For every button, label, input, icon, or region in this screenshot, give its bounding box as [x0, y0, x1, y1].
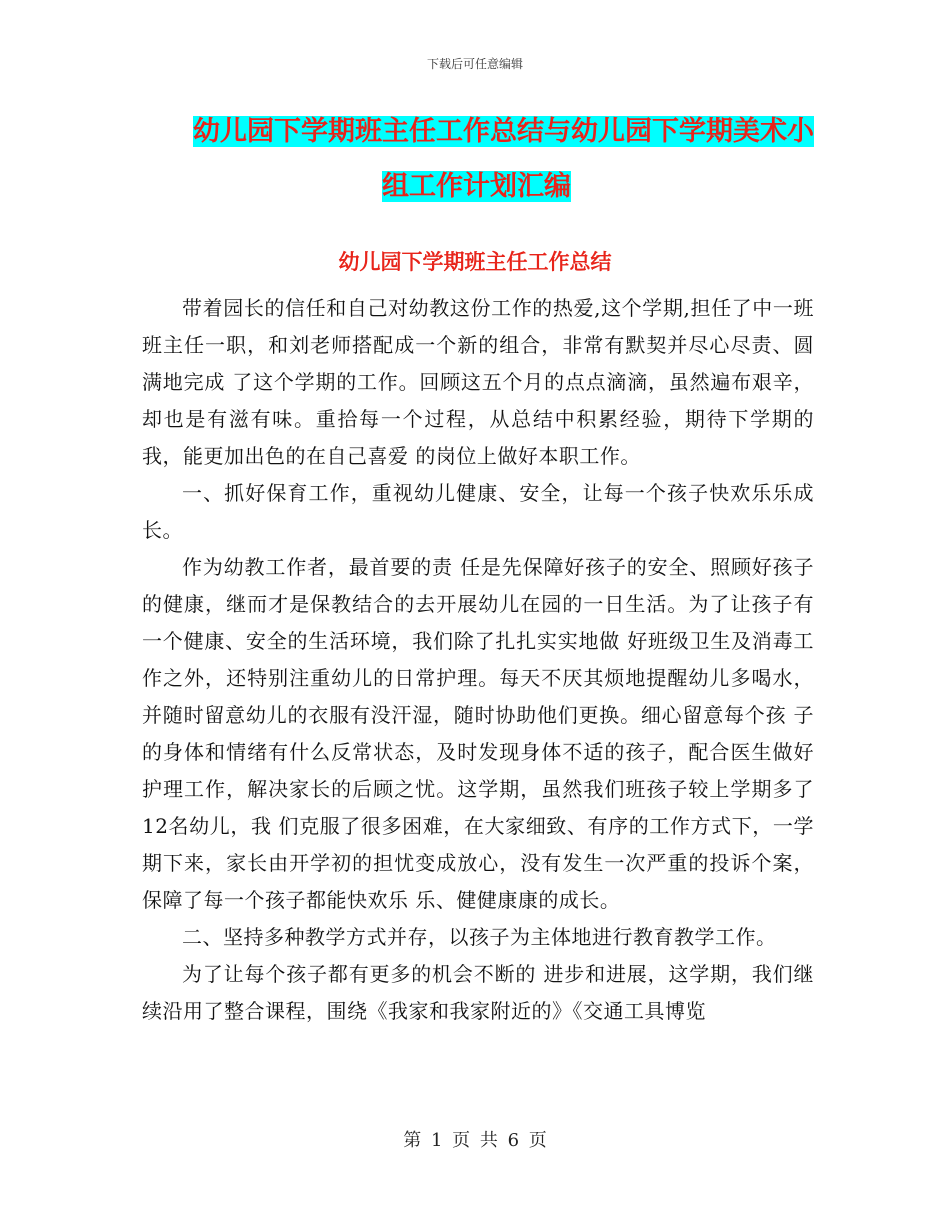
paragraph-care: 作为幼教工作者，最首要的责 任是先保障好孩子的安全、照顾好孩子的健康，继而才是保教结合的去开展幼儿在园的一日生活。为了让孩子有一个健康、安全的生活环境，我们除了扎扎实实地做 好班级卫生及消毒工作之外，还特别注重幼儿的日常护理。每天不厌其烦地提醒幼儿多喝水，并随时留意幼儿的衣服有没汗湿，随时协助他们更换。细心留意每个孩 子的身体和情绪有什么反常状态，及时发现身体不适的孩子，配合医生做好护理工作，解决家长的后顾之忧。这学期，虽然我们班孩子较上学期多了12名幼儿，我 们克服了很多困难，在大家细致、有序的工作方式下，一学期下来，家长由开学初的担忧变成放心，没有发生一次严重的投诉个案，保障了每一个孩子都能快欢乐 乐、健健康康的成长。 [142, 555, 814, 912]
title-line-1: 幼儿园下学期班主任工作总结与幼儿园下学期美术小 [193, 116, 814, 147]
header-note: 下载后可任意编辑 [426, 57, 523, 71]
section-title: 幼儿园下学期班主任工作总结 [338, 250, 612, 274]
paragraph-heading-2: 二、坚持多种教学方式并存，以孩子为主体地进行教育教学工作。 [182, 925, 777, 949]
document-title [140, 104, 820, 214]
title-line-2: 组工作计划汇编 [382, 171, 571, 202]
paragraph-heading-1: 一、抓好保育工作，重视幼儿健康、安全，让每一个孩子快欢乐乐成长。 [142, 481, 814, 542]
page-number: 第 1 页 共 6 页 [403, 1130, 547, 1151]
document-body [142, 290, 814, 1030]
paragraph-teaching: 为了让每个孩子都有更多的机会不断的 进步和进展，这学期，我们继续沿用了整合课程，围绕《我家和我家附近的》《交通工具博览 [142, 962, 814, 1023]
paragraph-intro: 带着园长的信任和自己对幼教这份工作的热爱,这个学期,担任了中一班班主任一职，和刘老师搭配成一个新的组合，非常有默契并尽心尽责、圆满地完成 了这个学期的工作。回顾这五个月的点点滴滴，虽然遍布艰辛，却也是有滋有味。重拾每一个过程，从总结中积累经验，期待下学期的我，能更加出色的在自己喜爱 的岗位上做好本职工作。 [142, 296, 814, 468]
